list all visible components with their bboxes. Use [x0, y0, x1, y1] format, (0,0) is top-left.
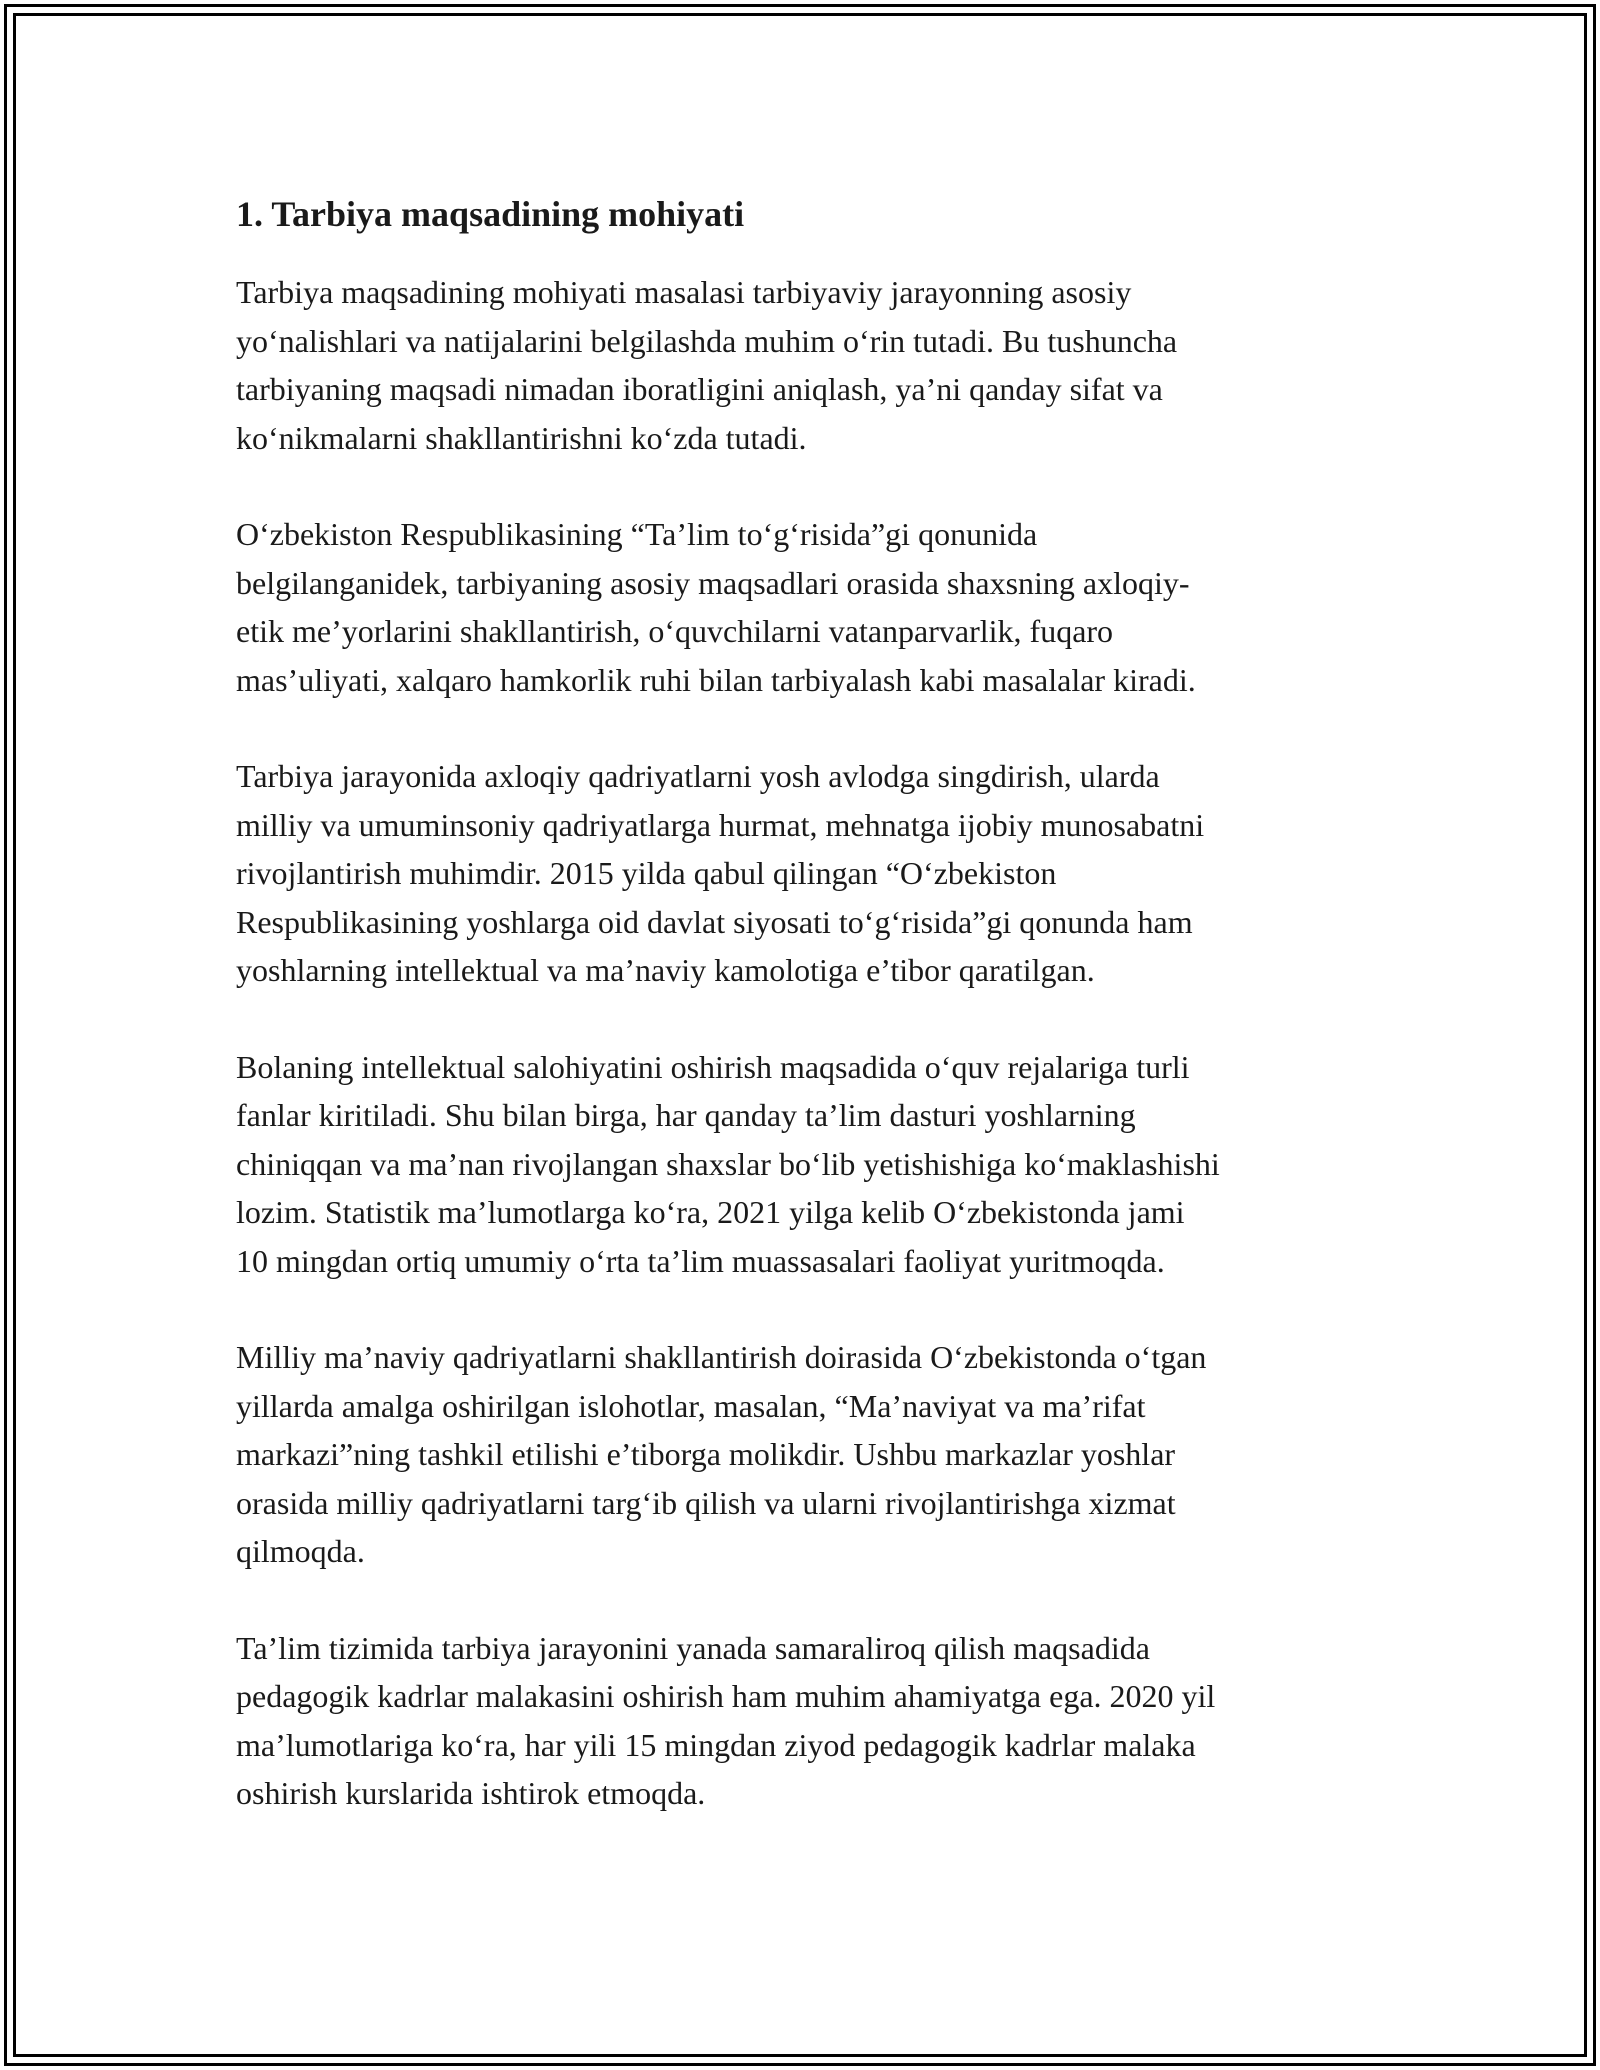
paragraph-line: rivojlantirish muhimdir. 2015 yilda qabul qilingan “O‘zbekiston	[236, 855, 1057, 891]
paragraph-line: O‘zbekiston Respublikasining “Ta’lim to‘g‘risida”gi qonunida	[236, 516, 1038, 552]
paragraph-line: markazi”ning tashkil etilishi e’tiborga molikdir. Ushbu markazlar yoshlar	[236, 1436, 1176, 1472]
paragraph-line: tarbiyaning maqsadi nimadan iboratligini aniqlash, ya’ni qanday sifat va	[236, 371, 1163, 407]
paragraph-line: yo‘nalishlari va natijalarini belgilashda muhim o‘rin tutadi. Bu tushuncha	[236, 322, 1178, 359]
paragraph-line: mas’uliyati, xalqaro hamkorlik ruhi bilan tarbiyalash kabi masalalar kiradi.	[236, 661, 1196, 698]
paragraph-line: fanlar kiritiladi. Shu bilan birga, har qanday ta’lim dasturi yoshlarning	[236, 1097, 1136, 1133]
paragraph-line: lozim. Statistik ma’lumotlarga ko‘ra, 2021 yilga kelib O‘zbekistonda jami	[236, 1194, 1185, 1230]
paragraph-line: yillarda amalga oshirilgan islohotlar, masalan, “Ma’naviyat va ma’rifat	[236, 1387, 1146, 1424]
paragraph-4	[236, 1043, 1366, 1286]
paragraph-line: Tarbiya maqsadining mohiyati masalasi tarbiyaviy jarayonning asosiy	[236, 274, 1132, 310]
paragraph-1	[236, 268, 1366, 462]
paragraph-line: Bolaning intellektual salohiyatini oshirish maqsadida o‘quv rejalariga turli	[236, 1048, 1190, 1085]
paragraph-line: 10 mingdan ortiq umumiy o‘rta ta’lim muassasalari faoliyat yuritmoqda.	[236, 1242, 1165, 1279]
paragraph-line: milliy va umuminsoniy qadriyatlarga hurmat, mehnatga ijobiy munosabatni	[236, 806, 1205, 843]
paragraph-line: oshirish kurslarida ishtirok etmoqda.	[236, 1775, 706, 1811]
document-body	[236, 186, 1366, 1866]
section-heading: 1. Tarbiya maqsadining mohiyati	[236, 194, 745, 234]
paragraph-line: Respublikasining yoshlarga oid davlat siyosati to‘g‘risida”gi qonunda ham	[236, 903, 1193, 940]
paragraph-line: qilmoqda.	[236, 1533, 365, 1569]
paragraph-line: belgilanganidek, tarbiyaning asosiy maqsadlari orasida shaxsning axloqiy-	[236, 564, 1190, 601]
paragraph-3	[236, 752, 1366, 995]
paragraph-line: Tarbiya jarayonida axloqiy qadriyatlarni yosh avlodga singdirish, ularda	[236, 758, 1160, 794]
paragraph-line: Milliy ma’naviy qadriyatlarni shakllantirish doirasida O‘zbekistonda o‘tgan	[236, 1339, 1207, 1375]
paragraph-line: Ta’lim tizimida tarbiya jarayonini yanada samaraliroq qilish maqsadida	[236, 1629, 1150, 1666]
paragraph-line: orasida milliy qadriyatlarni targ‘ib qilish va ularni rivojlantirishga xizmat	[236, 1484, 1176, 1521]
paragraph-line: pedagogik kadrlar malakasini oshirish ham muhim ahamiyatga ega. 2020 yil	[236, 1678, 1216, 1714]
paragraph-line: ko‘nikmalarni shakllantirishni ko‘zda tutadi.	[236, 419, 807, 456]
paragraph-line: chiniqqan va ma’nan rivojlangan shaxslar bo‘lib yetishishiga ko‘maklashishi	[236, 1145, 1220, 1182]
paragraph-5	[236, 1333, 1366, 1576]
paragraph-line: yoshlarning intellektual va ma’naviy kamolotiga e’tibor qaratilgan.	[236, 952, 1095, 988]
paragraph-2	[236, 510, 1366, 704]
paragraph-line: etik me’yorlarini shakllantirish, o‘quvchilarni vatanparvarlik, fuqaro	[236, 613, 1114, 649]
paragraph-6	[236, 1624, 1366, 1818]
paragraph-line: ma’lumotlariga ko‘ra, har yili 15 mingdan ziyod pedagogik kadrlar malaka	[236, 1726, 1196, 1763]
